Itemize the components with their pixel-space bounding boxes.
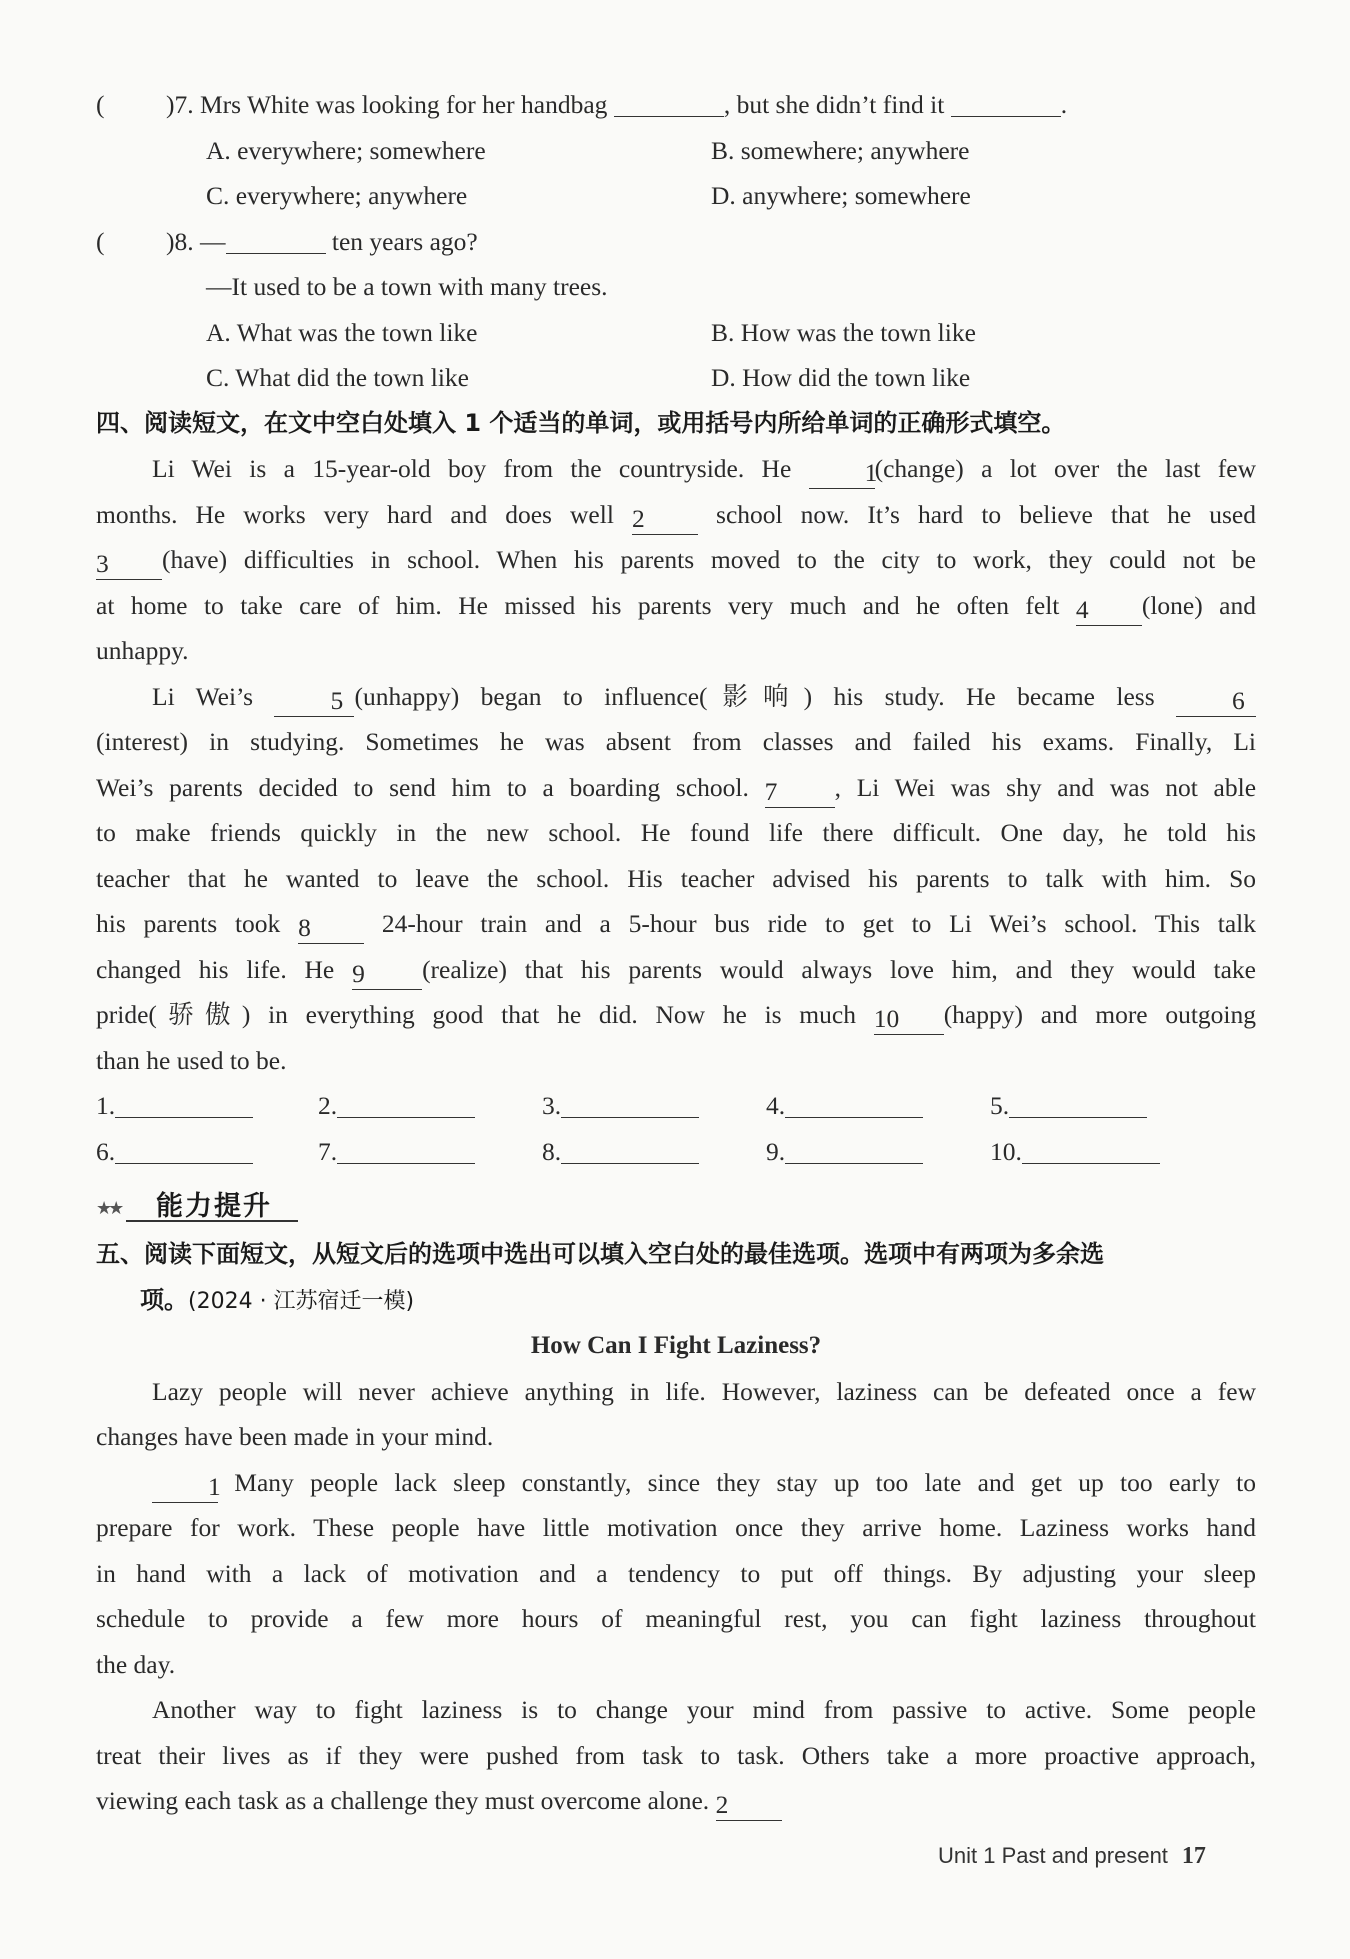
passage-paragraph-1-line-2: changes have been made in your mind.: [96, 1422, 494, 1451]
answer-slot-8[interactable]: [542, 1129, 699, 1175]
cloze-blank-10[interactable]: 10: [874, 1004, 944, 1035]
options-row: [96, 310, 1256, 356]
section-4-title: 四、阅读短文，在文中空白处填入 1 个适当的单词，或用括号内所给单词的正确形式填空。: [96, 408, 1066, 437]
answer-label: 6.: [96, 1136, 116, 1166]
text: , Li Wei was shy and was not able: [834, 772, 1257, 802]
answer-paren: (: [96, 226, 105, 256]
question-stem: )7. Mrs White was looking for her handbag: [166, 90, 608, 119]
cloze-paragraph-2-line-4: to make friends quickly in the new school. He found life there difficult. One day, he told his: [96, 818, 1256, 847]
passage-paragraph-2-line-4: schedule to provide a few more hours of meaningful rest, you can fight laziness throughout: [96, 1604, 1256, 1633]
answer-slot-7[interactable]: [318, 1129, 475, 1175]
cloze-paragraph-2-line-7: [96, 947, 1256, 993]
answer-line[interactable]: [115, 1133, 253, 1164]
page-content: [96, 82, 1256, 1824]
option-b: B. somewhere; anywhere: [711, 135, 970, 165]
question-stem: )8. —: [166, 226, 226, 256]
text: (change) a lot over the last few: [874, 454, 1256, 483]
cloze-blank-8[interactable]: 8: [298, 913, 364, 944]
answer-blank[interactable]: [226, 223, 326, 254]
passage-paragraph-3-line-2: treat their lives as if they were pushed from task to task. Others take a more proactive approach,: [96, 1740, 1256, 1770]
answer-label: 9.: [766, 1136, 786, 1166]
passage-paragraph-2-line-3: in hand with a lack of motivation and a tendency to put off things. By adjusting your sleep: [96, 1558, 1256, 1588]
option-a: A. everywhere; somewhere: [206, 135, 486, 165]
cloze-blank-7[interactable]: 7: [765, 777, 835, 808]
question-8: [96, 219, 1256, 265]
cloze-paragraph-2-line-9: than he used to be.: [96, 1045, 287, 1075]
text: months. He works very hard and does well: [96, 499, 614, 529]
passage-paragraph-3-line-3: [96, 1778, 1256, 1824]
cloze-paragraph-2-line-5: teacher that he wanted to leave the school. His teacher advised his parents to talk with him. So: [96, 863, 1256, 893]
option-a: A. What was the town like: [206, 317, 478, 347]
text: Wei’s parents decided to send him to a boarding school.: [96, 772, 749, 802]
question-7: [96, 82, 1256, 128]
passage-paragraph-2: [96, 1460, 1256, 1506]
answer-line[interactable]: [337, 1133, 475, 1164]
answer-label: 1.: [96, 1091, 116, 1120]
cloze-paragraph-1-line-4: [96, 583, 1256, 629]
answer-slot-9[interactable]: [766, 1129, 923, 1175]
answer-slot-2[interactable]: [318, 1083, 475, 1129]
text: Many people lack sleep constantly, since they stay up too late and get up too early to: [234, 1467, 1256, 1497]
text: changed his life. He: [96, 954, 335, 984]
answer-slot-10[interactable]: [990, 1129, 1160, 1175]
text: Li Wei is a 15-year-old boy from the countryside. He: [152, 454, 792, 483]
answer-blank[interactable]: [614, 86, 724, 117]
text: viewing each task as a challenge they must overcome alone.: [96, 1786, 710, 1815]
cloze-blank-5[interactable]: 5: [274, 686, 354, 717]
passage-title: How Can I Fight Laziness?: [530, 1332, 822, 1359]
text: (realize) that his parents would always love him, and they would take: [422, 954, 1256, 984]
answer-line[interactable]: [561, 1133, 699, 1164]
answer-line[interactable]: [1022, 1133, 1160, 1164]
cloze-blank-9[interactable]: 9: [352, 959, 422, 990]
answer-line[interactable]: [785, 1133, 923, 1164]
cloze-blank-4[interactable]: 4: [1076, 595, 1142, 626]
cloze-blank-2[interactable]: 2: [632, 504, 698, 535]
cloze-paragraph-2-line-3: [96, 765, 1256, 811]
answer-line[interactable]: [115, 1087, 253, 1118]
text: pride(骄傲) in everything good that he did. Now he is much: [96, 1000, 856, 1029]
cloze-paragraph-1-line-2: [96, 492, 1256, 538]
star-icon: ★★: [96, 1198, 121, 1218]
answer-slot-1[interactable]: [96, 1083, 253, 1129]
cloze-blank-3[interactable]: 3: [96, 549, 162, 580]
answer-slot-4[interactable]: [766, 1083, 923, 1129]
answer-line[interactable]: [561, 1087, 699, 1118]
answer-label: 10.: [990, 1136, 1022, 1166]
option-c: C. everywhere; anywhere: [206, 181, 468, 210]
answer-slot-3[interactable]: [542, 1083, 699, 1129]
answer-label: 3.: [542, 1091, 562, 1120]
passage-paragraph-2-line-2: prepare for work. These people have little motivation once they arrive home. Laziness works hand: [96, 1513, 1256, 1542]
cloze-paragraph-1-line-5: unhappy.: [96, 636, 189, 665]
passage-blank-2[interactable]: 2: [716, 1790, 782, 1821]
page-number: 17: [1181, 1843, 1206, 1869]
text: 项。: [140, 1285, 188, 1314]
option-d: D. How did the town like: [711, 363, 971, 392]
text: (happy) and more outgoing: [943, 1000, 1257, 1029]
passage-paragraph-2-line-5: the day.: [96, 1649, 176, 1679]
cloze-blank-1[interactable]: 1: [809, 458, 875, 489]
text: (have) difficulties in school. When his parents moved to the city to work, they could not be: [162, 545, 1256, 574]
dialogue-reply: —It used to be a town with many trees.: [206, 272, 608, 301]
answer-label: 2.: [318, 1091, 338, 1120]
answer-line[interactable]: [1009, 1087, 1147, 1118]
answer-line[interactable]: [785, 1087, 923, 1118]
text: school now. It’s hard to believe that he used: [716, 499, 1256, 529]
answer-label: 8.: [542, 1136, 562, 1166]
answer-row-2: [96, 1129, 1256, 1175]
passage-paragraph-1: Lazy people will never achieve anything in life. However, laziness can be defeated once a few: [152, 1376, 1256, 1406]
answer-label: 5.: [990, 1091, 1010, 1120]
text: at home to take care of him. He missed his parents very much and he often felt: [96, 590, 1060, 620]
answer-paren: (: [96, 90, 105, 119]
cloze-paragraph-2: [96, 674, 1256, 720]
question-stem-after: ten years ago?: [331, 226, 478, 256]
option-d: D. anywhere; somewhere: [711, 181, 971, 210]
answer-line[interactable]: [337, 1087, 475, 1118]
options-row: [96, 173, 1256, 219]
cloze-paragraph-2-line-2: (interest) in studying. Sometimes he was absent from classes and failed his exams. Finally, Li: [96, 727, 1256, 756]
answer-slot-6[interactable]: [96, 1129, 253, 1175]
text: Li Wei’s: [152, 681, 254, 711]
unit-label: Unit 1 Past and present: [938, 1843, 1168, 1868]
answer-slot-5[interactable]: [990, 1083, 1147, 1129]
text: his parents took: [96, 909, 281, 938]
option-c: C. What did the town like: [206, 363, 469, 392]
passage-paragraph-3: Another way to fight laziness is to change your mind from passive to active. Some people: [152, 1695, 1256, 1724]
text: 24-hour train and a 5-hour bus ride to get to Li Wei’s school. This talk: [381, 909, 1257, 938]
answer-label: 7.: [318, 1136, 338, 1166]
passage-blank-1[interactable]: 1: [152, 1472, 218, 1503]
ability-banner: [96, 1180, 1256, 1232]
banner-underline: [126, 1220, 298, 1222]
question-stem-end: .: [1060, 90, 1068, 119]
question-stem-mid: , but she didn’t find it: [723, 90, 945, 119]
text: (lone) and: [1141, 590, 1256, 620]
section-5-title-line-2: [96, 1278, 1256, 1324]
cloze-paragraph-2-line-8: [96, 992, 1256, 1038]
text: (unhappy) began to influence(影响) his study. He became less: [354, 681, 1155, 711]
cloze-blank-6[interactable]: 6: [1176, 686, 1256, 717]
answer-row-1: [96, 1083, 1256, 1129]
answer-blank[interactable]: [951, 86, 1061, 117]
options-row: [96, 355, 1256, 401]
cloze-paragraph-2-line-6: [96, 901, 1256, 947]
page-footer: [938, 1843, 1206, 1870]
options-row: [96, 128, 1256, 174]
cloze-paragraph-1: [96, 446, 1256, 492]
cloze-paragraph-1-line-3: [96, 537, 1256, 583]
banner-title: 能力提升: [156, 1191, 272, 1222]
option-b: B. How was the town like: [711, 317, 976, 347]
reply-row: [96, 264, 1256, 310]
answer-label: 4.: [766, 1091, 786, 1120]
section-5-title: 五、阅读下面短文，从短文后的选项中选出可以填入空白处的最佳选项。选项中有两项为多余选: [96, 1240, 1104, 1268]
source-note: (2024 · 江苏宿迁一模): [188, 1288, 415, 1314]
